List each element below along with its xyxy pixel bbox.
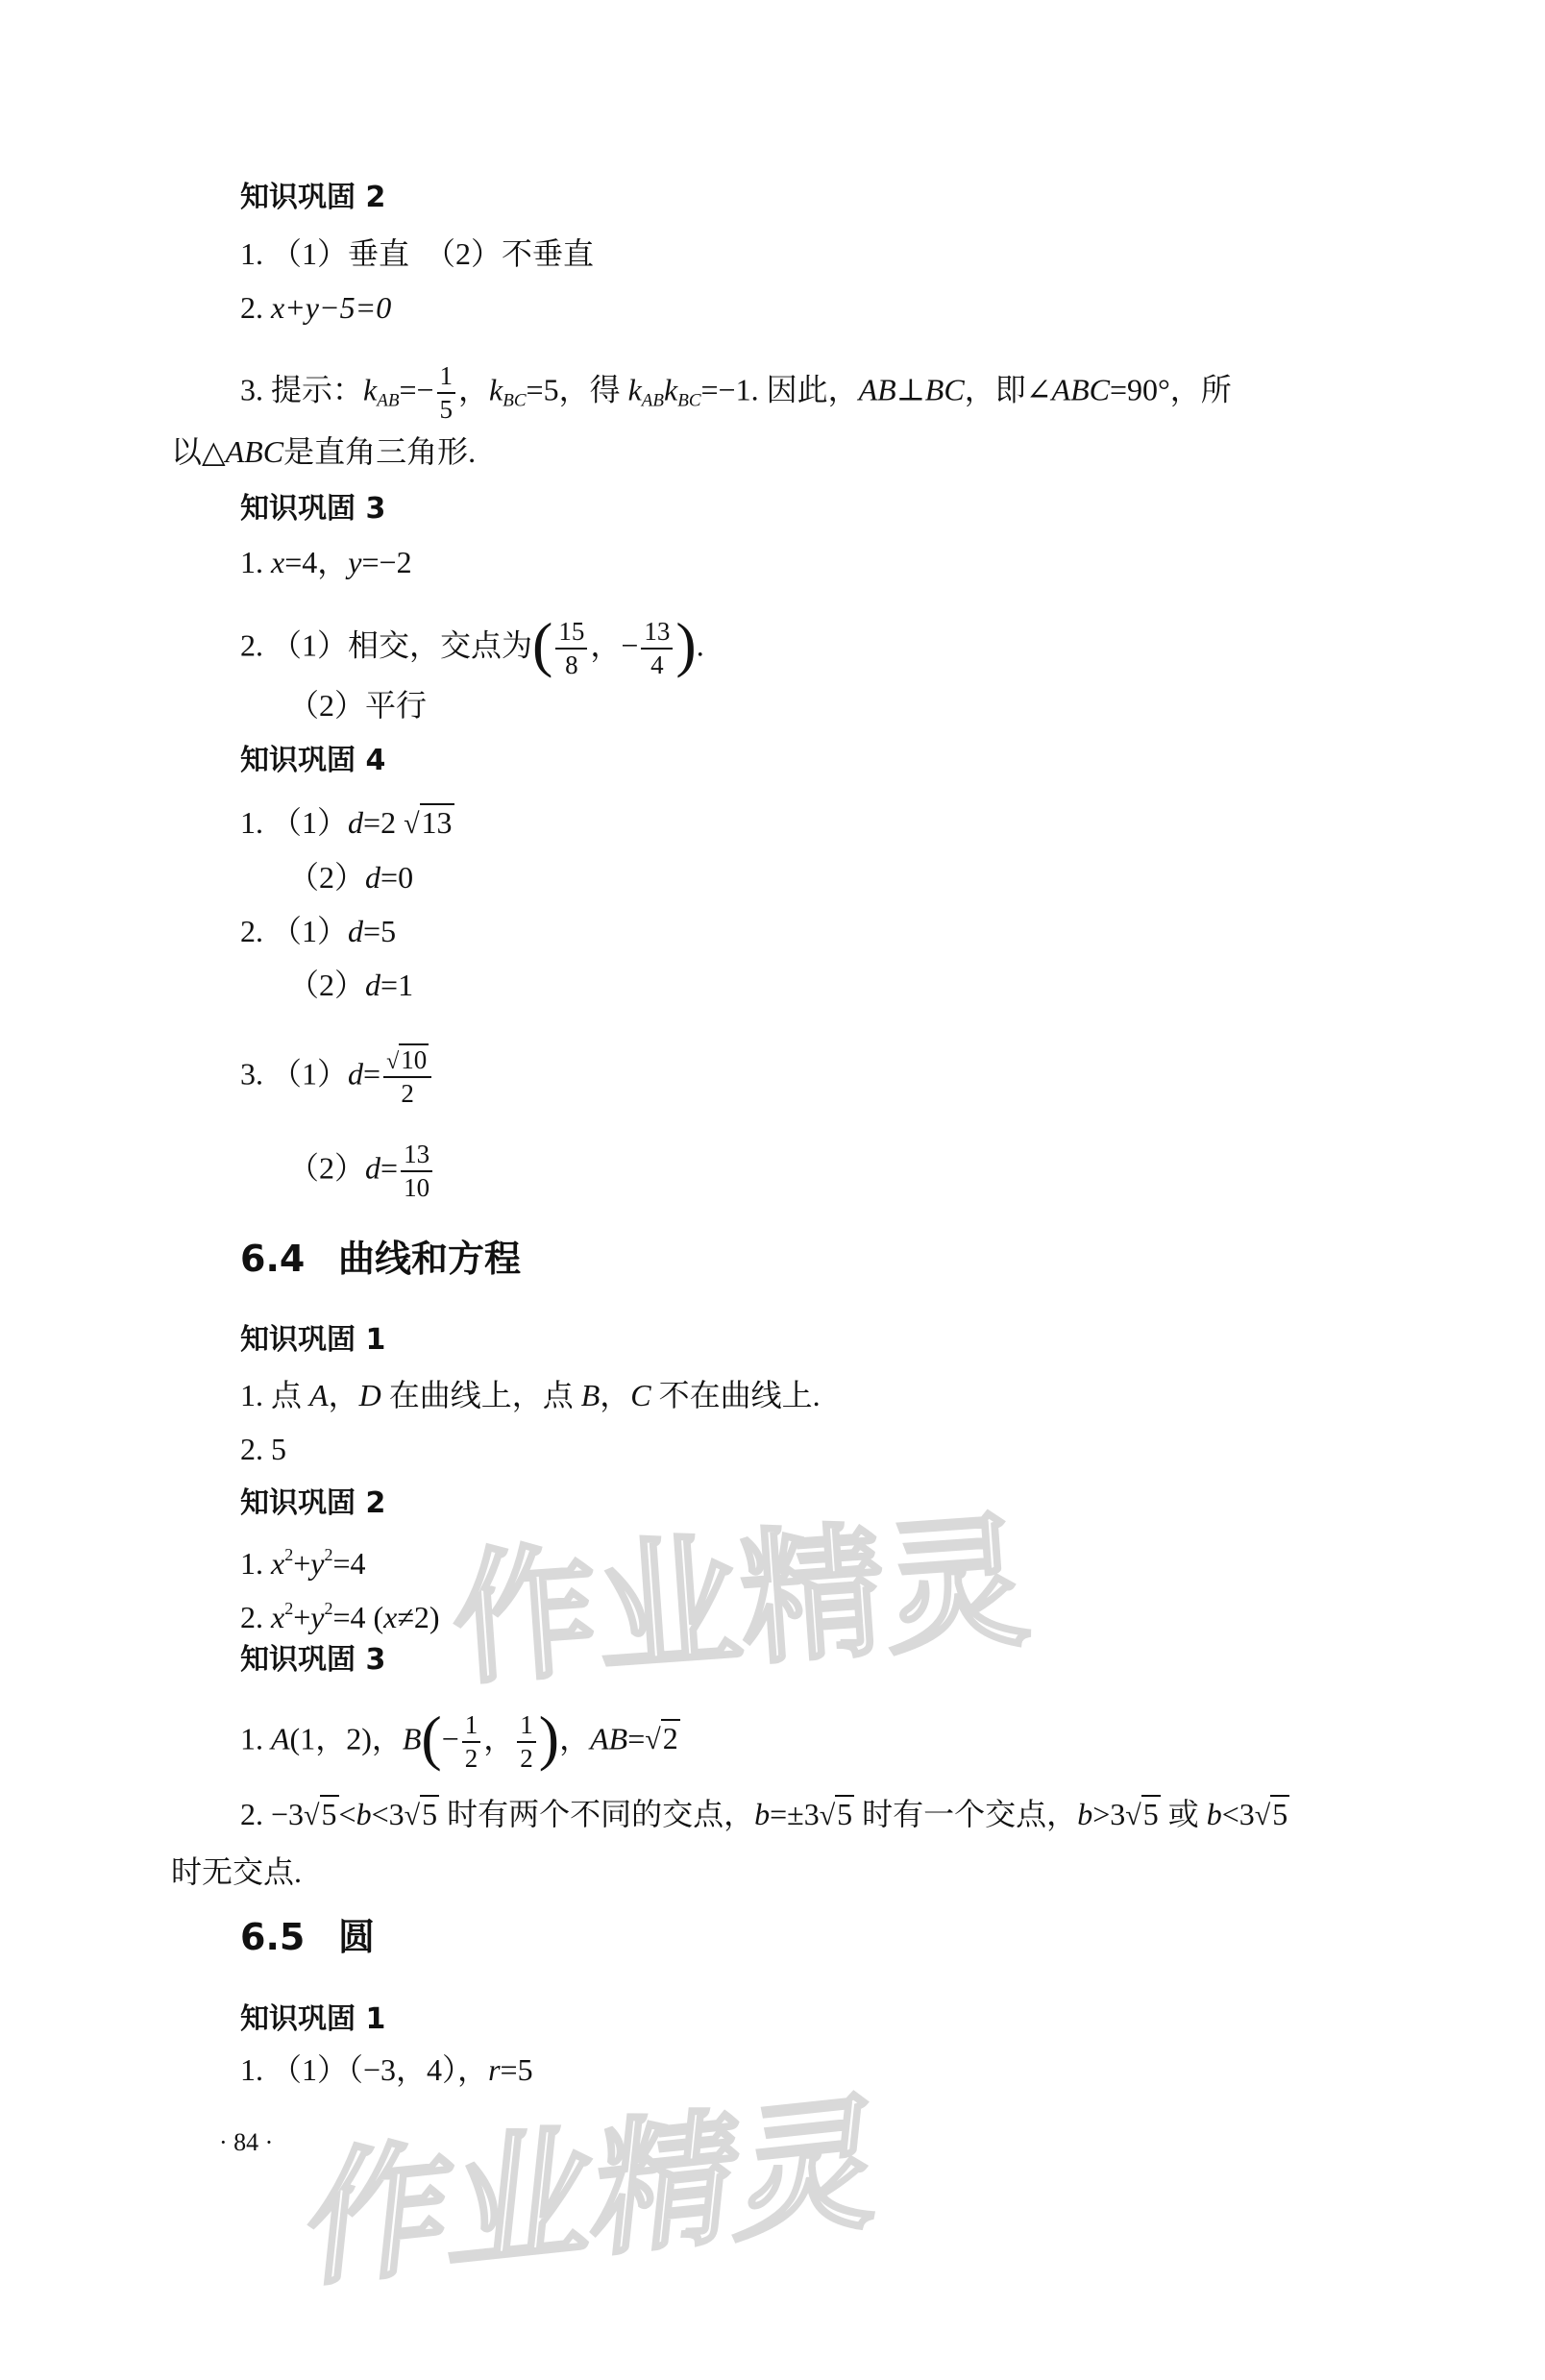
- answer-4-1b: （2）d=0: [288, 860, 414, 895]
- heading-6-5-zhishi-1: 知识巩固 1: [240, 2002, 386, 2036]
- answer-2-2: 2. x+y−5=0: [240, 290, 392, 325]
- answer-4-3a: 3. （1）d= $\frac{√10}{2}$: [240, 1047, 434, 1107]
- heading-zhishi-3: 知识巩固 3: [240, 492, 386, 526]
- heading-zhishi-2: 知识巩固 2: [240, 181, 386, 214]
- heading-6-4-zhishi-2: 知识巩固 2: [240, 1486, 386, 1520]
- answer-3-1: 1. x=4，y=−2: [240, 545, 412, 579]
- answer-2-3: 3. 提示：$k_{AB}=-$ $\frac{1}{5}$ ，$k_{BC}=5$，得 $k_{AB}k_{BC}=-1$. 因此，AB⊥BC，即∠ABC=90°，所: [240, 361, 1232, 424]
- heading-6-4-zhishi-3: 知识巩固 3: [240, 1643, 386, 1677]
- section-6-5-title: 6.5 圆: [240, 1916, 376, 1958]
- answer-4-2a: 2. （1）d=5: [240, 914, 397, 948]
- answer-4-2b: （2）d=1: [288, 968, 414, 1002]
- answer-6-4-2-1: 1. $x^2+y^2=4$: [240, 1545, 366, 1581]
- answer-6-4-2-2: 2. $x^2+y^2=4$ (x≠2): [240, 1599, 440, 1634]
- watermark-text: 作业精灵: [447, 1498, 1035, 1705]
- section-6-4-title: 6.4 曲线和方程: [240, 1238, 522, 1280]
- answer-3-2-b: （2）平行: [288, 688, 428, 723]
- answer-2-1: 1. （1）垂直 （2）不垂直: [240, 236, 595, 271]
- answer-4-1a: 1. （1）d=2 √13: [240, 805, 453, 840]
- heading-6-4-zhishi-1: 知识巩固 1: [240, 1323, 386, 1357]
- watermark-text: 作业精灵: [298, 2077, 891, 2309]
- answer-4-3b: （2）d= $\frac{13}{10}$: [288, 1141, 435, 1201]
- answer-6-4-3-2: 2. −3√5<b<3√5 时有两个不同的交点，b=±3√5 时有一个交点，b>3√5 或 b<3√5: [240, 1797, 1288, 1831]
- answer-6-4-3-1: 1. A(1，2)，B(− $\frac{1}{2}$ ， $\frac{1}{2}$ )，AB=√2: [240, 1704, 678, 1773]
- answer-2-3-cont: 以△ABC是直角三角形.: [171, 434, 477, 469]
- answer-6-4-3-2-cont: 时无交点.: [171, 1854, 303, 1889]
- answer-3-2: 2. （1）相交，交点为( $\frac{15}{8}$ ，− $\frac{13}{4}$ ).: [240, 610, 704, 679]
- heading-zhishi-4: 知识巩固 4: [240, 744, 386, 777]
- answer-6-4-1-1: 1. 点 A，D 在曲线上，点 B，C 不在曲线上.: [240, 1378, 821, 1412]
- answer-6-4-1-2: 2. 5: [240, 1432, 286, 1466]
- answer-6-5-1-1: 1. （1）（−3，4），r=5: [240, 2052, 533, 2087]
- page-number: · 84 ·: [219, 2128, 274, 2156]
